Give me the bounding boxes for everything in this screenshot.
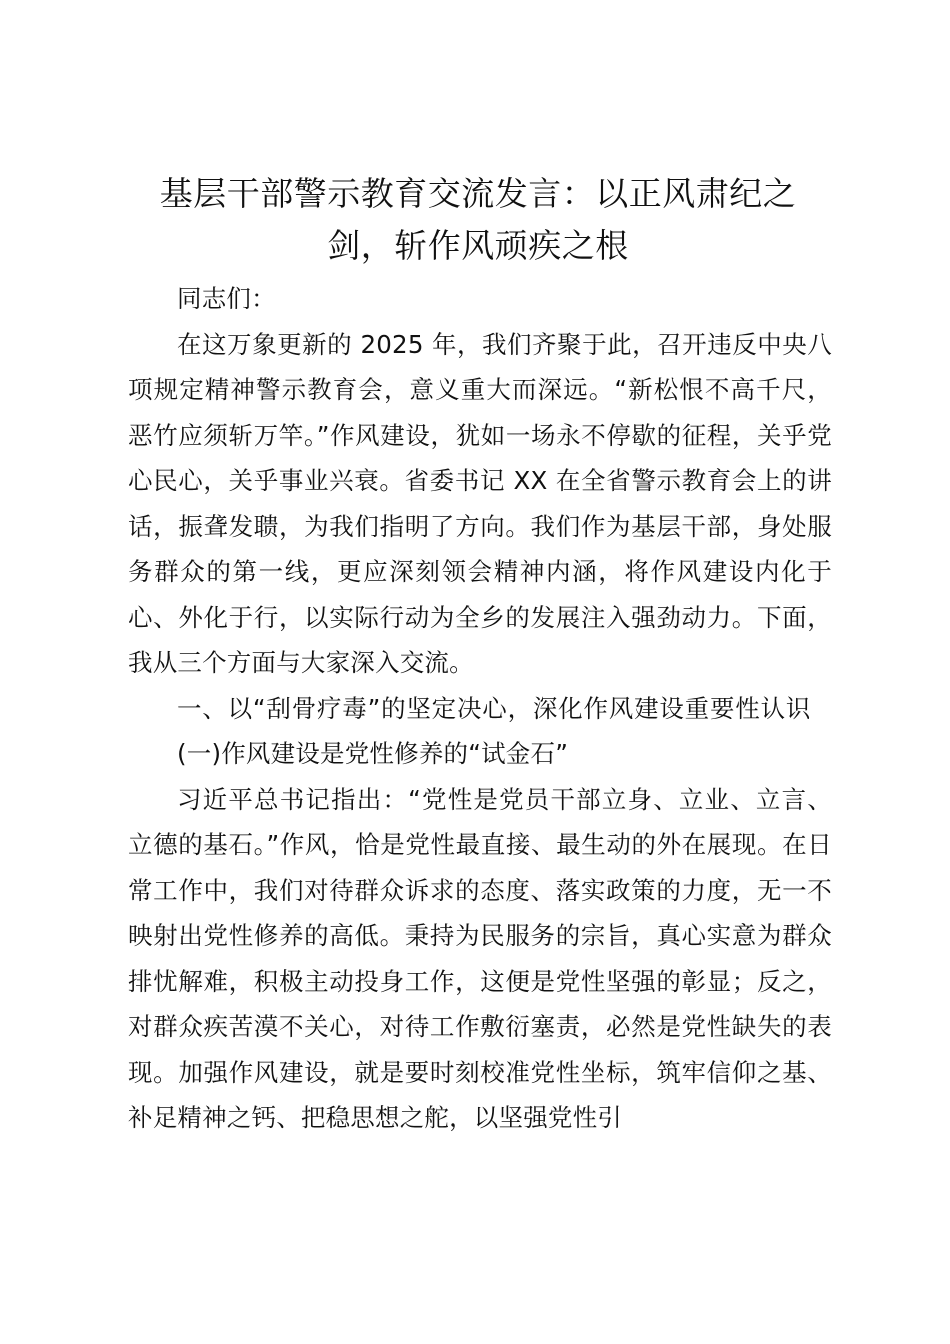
body-paragraph: 习近平总书记指出：“党性是党员干部立身、立业、立言、立德的基石。”作风，恰是党性最直接、最生动的外在展现。在日常工作中，我们对待群众诉求的态度、落实政策的力度，无一不映射出党性修养的高低。秉持为民服务的宗旨，真心实意为群众排忧解难，积极主动投身工作，这便是党性坚强的彰显；反之，对群众疾苦漠不关心，对待工作敷衍塞责，必然是党性缺失的表现。加强作风建设，就是要时刻校准党性坐标，筑牢信仰之基、补足精神之钙、把稳思想之舵，以坚强党性引: [128, 784, 832, 1132]
section-heading: 一、以“刮骨疗毒”的坚定决心，深化作风建设重要性认识: [177, 693, 812, 723]
subsection-heading: (一)作风建设是党性修养的“试金石”: [177, 739, 569, 768]
document-title: 基层干部警示教育交流发言：以正风肃纪之剑，斩作风顽疾之根: [159, 174, 797, 265]
document-body: [128, 276, 832, 1141]
salutation: 同志们：: [177, 284, 276, 313]
body-paragraph: 在这万象更新的 2025 年，我们齐聚于此，召开违反中央八项规定精神警示教育会，意义重大而深远。“新松恨不高千尺，恶竹应须斩万竿。”作风建设，犹如一场永不停歇的征程，关乎党心民心，关乎事业兴衰。省委书记 XX 在全省警示教育会上的讲话，振聋发聩，为我们指明了方向。我们作为基层干部，身处服务群众的第一线，更应深刻领会精神内涵，将作风建设内化于心、外化于行，以实际行动为全乡的发展注入强劲动力。下面，我从三个方面与大家深入交流。: [128, 329, 832, 677]
